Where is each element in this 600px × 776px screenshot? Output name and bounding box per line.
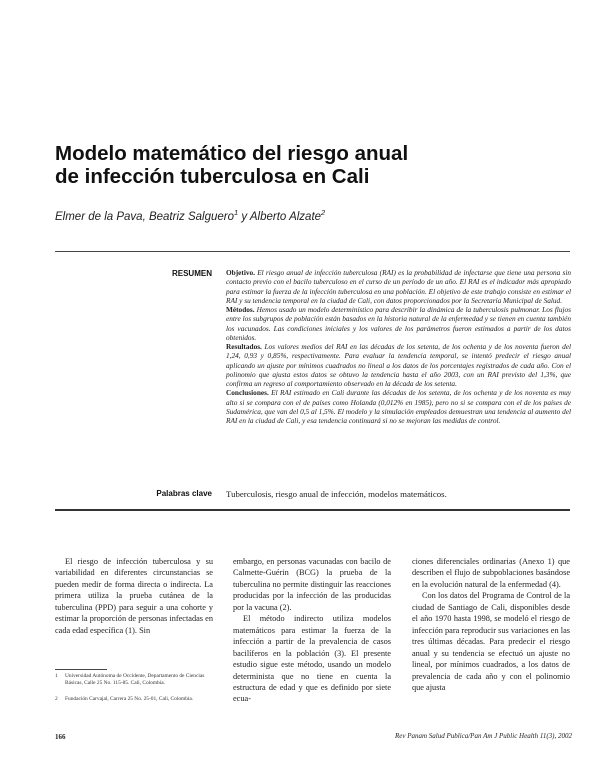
abstract-metodos	[226, 305, 571, 342]
author-1: Elmer de la Pava, Beatriz Salguero	[55, 210, 234, 223]
conclusiones-heading: Conclusiones.	[226, 388, 269, 398]
footnote-2	[55, 696, 215, 703]
abstract-label: RESUMEN	[171, 269, 212, 278]
page-number: 166	[55, 733, 66, 741]
title-line-1: Modelo matemático del riesgo anual	[55, 142, 409, 165]
footnote-text: Fundación Carvajal, Carrera 25 No. 25-01, Cali, Colombia.	[65, 696, 194, 702]
abstract-resultados	[226, 342, 571, 388]
metodos-heading: Métodos.	[226, 305, 255, 314]
keywords-text: Tuberculosis, riesgo anual de infección, modelos matemáticos.	[226, 489, 447, 499]
keywords-label: Palabras clave	[156, 489, 212, 498]
footnote-1	[55, 673, 215, 687]
abstract-body	[226, 268, 571, 425]
abstract-conclusiones	[226, 388, 571, 425]
author-2: y Alberto Alzate	[238, 210, 322, 223]
abstract-bottom-rule	[55, 509, 570, 511]
body-paragraph: ciones diferenciales ordinarias (Anexo 1) que describen el flujo de subpoblaciones basándose en la evolución natural de la enfermedad (4).	[412, 557, 570, 589]
author-2-affiliation: 2	[321, 208, 326, 217]
body-paragraph: Con los datos del Programa de Control de la ciudad de Santiago de Cali, disponibles desde el año 1970 hasta 1998, se modeló el riesgo de infección para reproducir sus variaciones en las tres últimas décadas. Para predecir el riesgo anual y su tendencia se efectuó un ajuste no lineal, por mínimos cuadrados, a los datos de prevalencia de cada año y con el polinomio que ajusta	[412, 591, 570, 692]
footnote-number: 1	[55, 673, 58, 679]
author-list	[55, 208, 475, 223]
body-column-3	[412, 556, 570, 693]
body-paragraph: El método indirecto utiliza modelos matemáticos para estimar la fuerza de la infección a partir de la prevalencia de casos bacilíferos en la población (3). El presente estudio sigue este método, usando un modelo determinista que no tiene en cuenta la estructura de edad y que es definido por siete ecua-	[233, 614, 391, 704]
objetivo-text: El riesgo anual de infección tuberculosa (RAI) es la probabilidad de infectarse que tiene una persona sin contacto previo con el bacilo tuberculoso en el curso de un período de un año. El RAI es el indicador más apropiado para estimar la fuerza de la infección tuberculosa en una población. El objetivo de este trabajo consiste en estimar el RAI y su tendencia temporal en la ciudad de Cali, con datos proporcionados por la Secretaría Municipal de Salud.	[226, 268, 571, 305]
author-1-affiliation: 1	[233, 208, 239, 217]
body-column-1	[55, 556, 213, 636]
abstract-objetivo	[226, 268, 571, 305]
footnote-rule	[55, 669, 107, 670]
conclusiones-text: El RAI estimado en Cali durante las décadas de los setenta, de los ochenta y de los noventa es muy alto si se compara con el de países como Holanda (0,012% en 1985), pero no si se compara con el de los países de Sudamérica, que van del 0,5 al 1,5%. El modelo y la simulación empleados demuestran una tendencia al aumento del RAI en la ciudad de Cali, y esa tendencia continuará si no se mejoran las medidas de control.	[226, 388, 571, 425]
resultados-text: Los valores medios del RAI en las décadas de los setenta, de los ochenta y de los noventa fueron del 1,24, 0,93 y 0,85%, respectivamente. Para evaluar la tendencia temporal, se intentó predecir el riesgo anual aplicando un ajuste por mínimos cuadrados no lineal a los datos de los porcentajes registrados de cada año. Con el polinomio que ajusta estos datos se obtuvo la tendencia hasta el año 2003, con un RAI previsto del 1,3%, que confirma un regreso al comportamiento observado en la década de los setenta.	[226, 342, 572, 388]
body-column-2	[233, 556, 391, 705]
footnote-number: 2	[55, 696, 58, 702]
article-title	[55, 142, 475, 188]
body-paragraph: embargo, en personas vacunadas con bacilo de Calmette-Guérin (BCG) la prueba de la tuberculina no permite distinguir las reacciones producidas por la infección de las producidas por la vacuna (2).	[233, 557, 391, 612]
objetivo-heading: Objetivo.	[226, 268, 255, 277]
title-line-2: de infección tuberculosa en Cali	[55, 165, 370, 188]
body-paragraph: El riesgo de infección tuberculosa y su variabilidad en diferentes circunstancias se pueden medir de forma directa o indirecta. La primera utiliza la prueba cutánea de la tuberculina (PPD) para seguir a una cohorte y estimar la proporción de personas infectadas en cada edad específica (1). Sin	[55, 557, 213, 635]
journal-citation: Rev Panam Salud Publica/Pan Am J Public Health 11(3), 2002	[394, 732, 572, 740]
footnote-text: Universidad Autónoma de Occidente, Departamento de Ciencias Básicas, Calle 25 No. 115-85. Cali, Colombia.	[65, 673, 205, 687]
metodos-text: Hemos usado un modelo determinístico para describir la dinámica de la tuberculosis pulmonar. Los flujos entre los subgrupos de población están basados en la historia natural de la enfermedad y se tienen en cuenta también los vacunados. Las condiciones iniciales y los valores de los parámetros fueron estimados a partir de los datos obtenidos.	[226, 305, 571, 342]
resultados-heading: Resultados.	[226, 342, 262, 351]
abstract-top-rule	[55, 251, 570, 252]
